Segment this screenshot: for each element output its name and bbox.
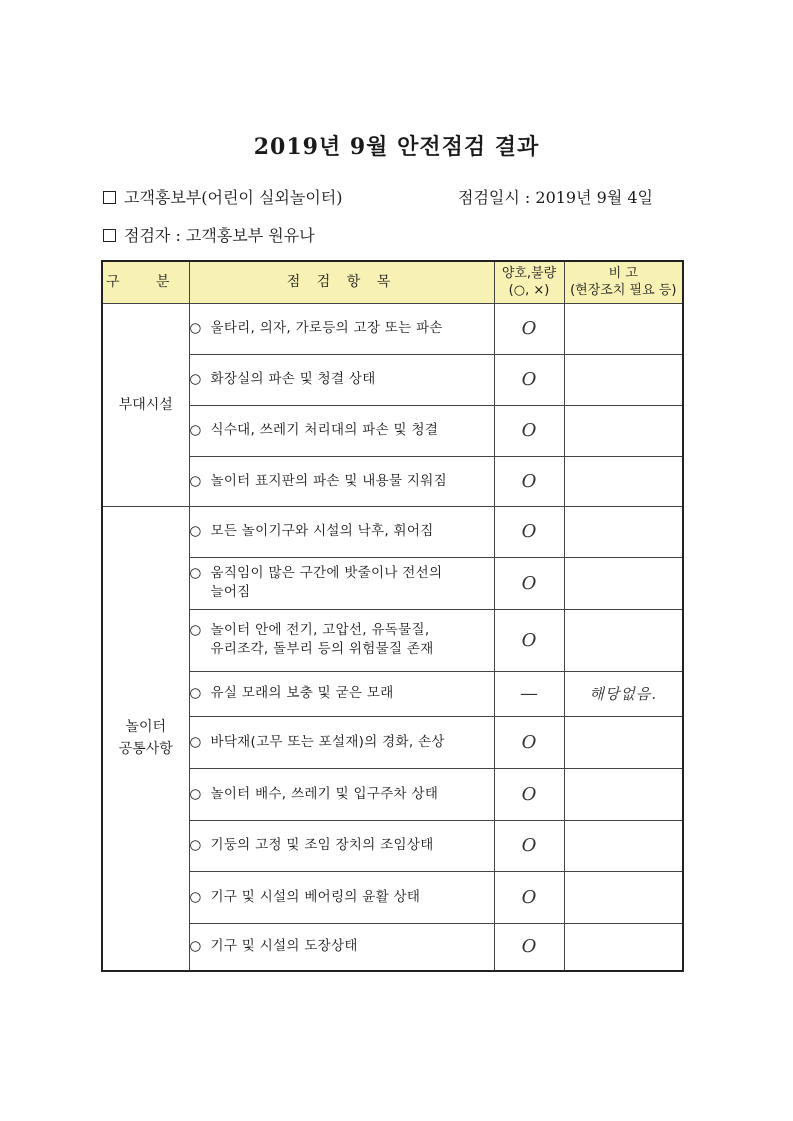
remark-cell (564, 820, 683, 871)
circle-bullet-icon: ○ (189, 523, 202, 539)
remark-cell (564, 609, 683, 671)
inspection-table (101, 260, 684, 972)
item-cell (189, 768, 494, 820)
item-text (211, 621, 476, 659)
circle-bullet-icon: ○ (189, 622, 202, 638)
remark-cell (564, 557, 683, 609)
item-text (211, 733, 476, 752)
circle-bullet-icon: ○ (189, 785, 202, 802)
item-text-line: 식수대, 쓰레기 처리대의 파손 및 청결 (210, 422, 439, 438)
item-text (211, 785, 476, 804)
result-mark: O (494, 716, 564, 768)
item-cell (189, 303, 494, 354)
page-title: 2019년 9월 안전점검 결과 (253, 134, 540, 160)
remark-cell (564, 871, 683, 923)
remark-cell: 해당없음. (564, 671, 683, 716)
result-mark: O (494, 557, 564, 609)
item-text (211, 888, 476, 907)
category-cell (102, 303, 189, 506)
circle-bullet-icon: ○ (189, 472, 202, 489)
category-label: 놀이터 (125, 719, 167, 736)
inspector-text: 점검자 : 고객홍보부 원유나 (124, 226, 315, 245)
item-text (211, 421, 476, 440)
header-items: 점 검 항 목 (189, 261, 494, 303)
item-text (211, 684, 476, 703)
item-text-line: 모든 놀이기구와 시설의 낙후, 휘어짐 (210, 523, 434, 539)
header-remarks-line2: (현장조치 필요 등) (570, 283, 677, 299)
item-text (211, 836, 476, 855)
header-result-line1: 양호,불량 (501, 266, 557, 282)
header-remarks-line1: 비 고 (608, 266, 638, 282)
item-cell (189, 671, 494, 716)
circle-bullet-icon: ○ (189, 938, 202, 955)
item-text-line: 화장실의 파손 및 청결 상태 (210, 371, 376, 387)
department-line (103, 185, 343, 208)
table-row (102, 923, 683, 971)
category-label: 공통사항 (118, 741, 173, 758)
table-row (102, 557, 683, 609)
department-text: 고객홍보부(어린이 실외놀이터) (124, 188, 343, 207)
remark-cell (564, 405, 683, 456)
result-mark: O (494, 609, 564, 671)
item-text (211, 522, 476, 541)
item-cell (189, 557, 494, 609)
circle-bullet-icon: ○ (189, 422, 202, 438)
header-category: 구 분 (102, 261, 189, 303)
table-row (102, 506, 683, 557)
inspection-date: 점검일시 : 2019년 9월 4일 (458, 188, 654, 207)
item-text-line: 늘어짐 (210, 584, 251, 600)
item-cell (189, 716, 494, 768)
item-text-line: 기구 및 시설의 도장상태 (210, 938, 358, 955)
header-result-line2: (○, ×) (508, 283, 550, 299)
result-mark: O (494, 354, 564, 405)
table-row (102, 768, 683, 820)
item-text (211, 370, 476, 389)
inspector-line (103, 223, 315, 246)
item-text (211, 319, 476, 338)
item-text-line: 기구 및 시설의 베어링의 윤활 상태 (210, 888, 421, 905)
header-remarks (564, 261, 683, 303)
item-text (211, 472, 476, 491)
item-text-line: 유실 모래의 보충 및 굳은 모래 (210, 685, 394, 701)
remark-cell (564, 354, 683, 405)
remark-cell (564, 716, 683, 768)
result-mark: O (494, 768, 564, 820)
remark-cell (564, 923, 683, 971)
item-cell (189, 506, 494, 557)
remark-cell (564, 506, 683, 557)
result-mark: O (494, 506, 564, 557)
table-row (102, 716, 683, 768)
item-text (211, 564, 476, 602)
table-row (102, 456, 683, 506)
item-text-line: 놀이터 표지판의 파손 및 내용물 지워짐 (210, 472, 447, 489)
table-row (102, 671, 683, 716)
checkbox-icon (103, 191, 116, 204)
circle-bullet-icon: ○ (189, 565, 202, 581)
circle-bullet-icon: ○ (189, 320, 202, 336)
circle-bullet-icon: ○ (189, 733, 202, 750)
checkbox-icon (103, 229, 116, 242)
circle-bullet-icon: ○ (189, 685, 202, 701)
table-body (102, 303, 683, 971)
item-text-line: 놀이터 안에 전기, 고압선, 유독물질, (210, 622, 430, 638)
item-cell (189, 609, 494, 671)
table-row (102, 303, 683, 354)
remark-cell (564, 456, 683, 506)
item-text-line: 울타리, 의자, 가로등의 고장 또는 파손 (210, 320, 443, 336)
item-cell (189, 405, 494, 456)
item-cell (189, 354, 494, 405)
table-header-row (102, 261, 683, 303)
item-text (211, 937, 476, 956)
result-mark: O (494, 871, 564, 923)
item-text-line: 놀이터 배수, 쓰레기 및 입구주차 상태 (210, 785, 439, 802)
circle-bullet-icon: ○ (189, 371, 202, 387)
circle-bullet-icon: ○ (189, 837, 202, 853)
header-result (494, 261, 564, 303)
item-text-line: 유리조각, 돌부리 등의 위험물질 존재 (210, 641, 434, 657)
item-text-line: 움직임이 많은 구간에 밧줄이나 전선의 (210, 565, 443, 581)
result-mark: O (494, 303, 564, 354)
item-cell (189, 820, 494, 871)
remark-cell (564, 768, 683, 820)
category-label: 부대시설 (118, 396, 173, 413)
item-cell (189, 456, 494, 506)
table-row (102, 609, 683, 671)
table-row (102, 405, 683, 456)
item-text-line: 바닥재(고무 또는 포설재)의 경화, 손상 (210, 733, 445, 750)
result-mark: — (494, 671, 564, 716)
item-cell (189, 871, 494, 923)
table-row (102, 871, 683, 923)
item-text-line: 기둥의 고정 및 조임 장치의 조임상태 (210, 837, 434, 853)
result-mark: O (494, 405, 564, 456)
result-mark: O (494, 923, 564, 971)
remark-cell (564, 303, 683, 354)
category-cell (102, 506, 189, 971)
result-mark: O (494, 456, 564, 506)
table-row (102, 354, 683, 405)
item-cell (189, 923, 494, 971)
circle-bullet-icon: ○ (189, 888, 202, 905)
result-mark: O (494, 820, 564, 871)
table-row (102, 820, 683, 871)
